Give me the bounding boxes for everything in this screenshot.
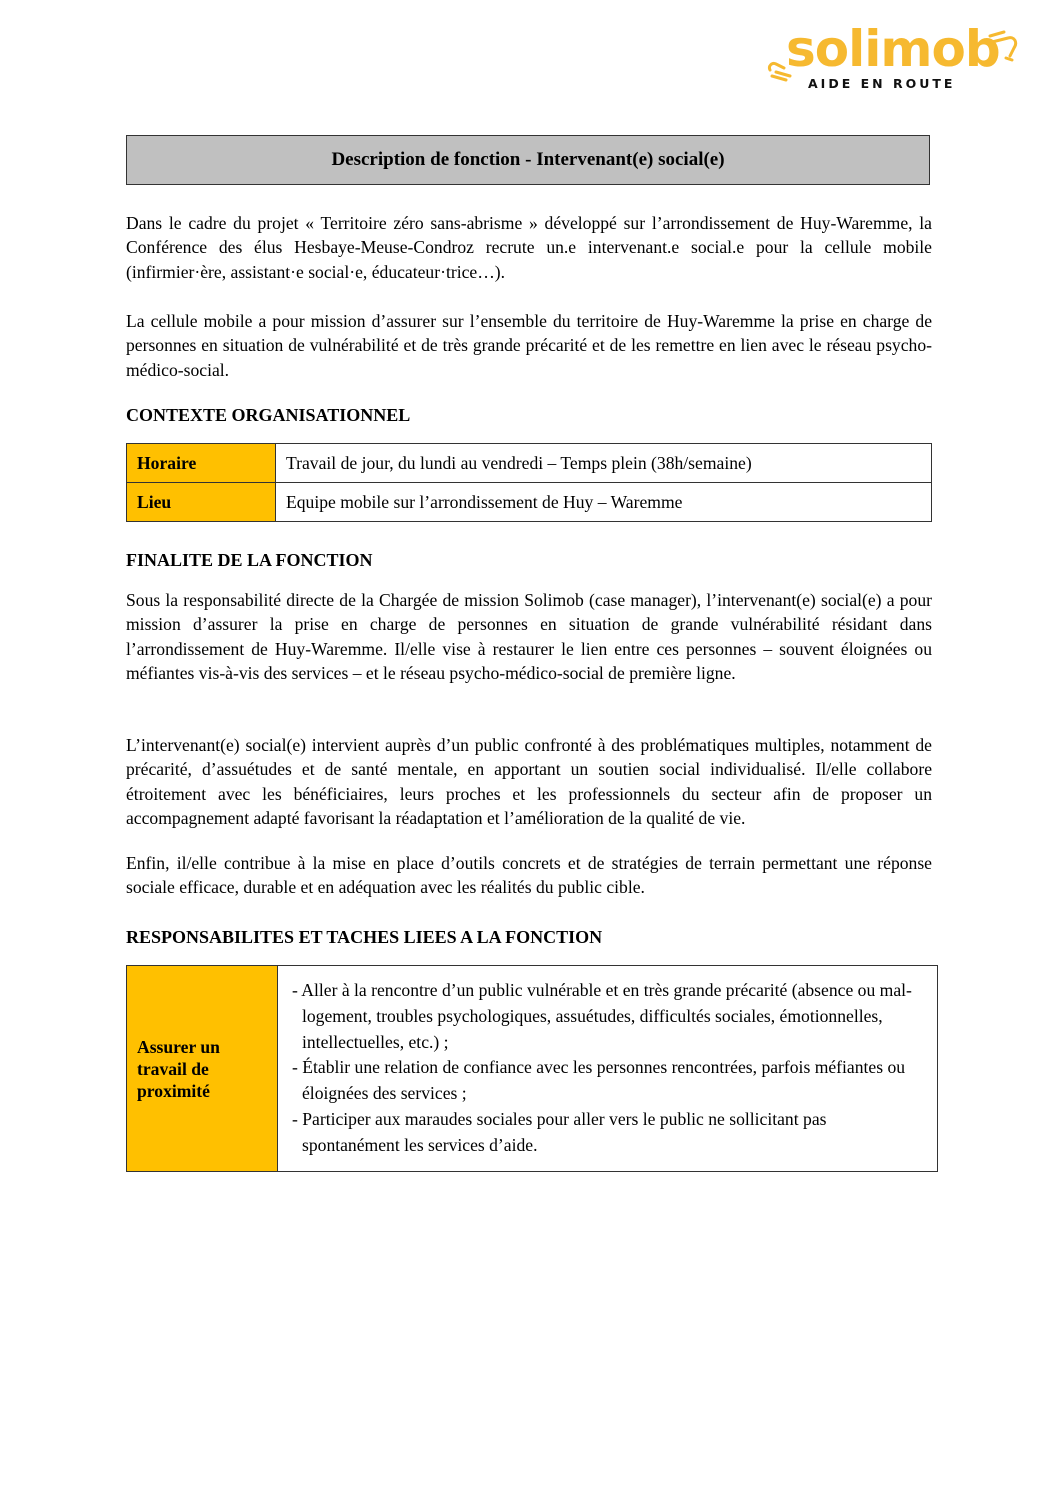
context-value: Travail de jour, du lundi au vendredi – Temps plein (38h/semaine)	[276, 444, 932, 483]
context-row-lieu	[127, 483, 932, 522]
logo-brand: solimob	[786, 20, 1000, 78]
intro-paragraph-1: Dans le cadre du projet « Territoire zéro sans-abrisme » développé sur l’arrondissement de Huy-Waremme, la Conférence des élus Hesbaye-Meuse-Condroz recrute un.e intervenant.e social.e pour la cellule mobile (infirmier·ère, assistant·e social·e, éducateur·trice…).	[126, 213, 932, 282]
solimob-logo	[766, 20, 1024, 94]
context-table	[126, 443, 932, 522]
context-label: Horaire	[127, 444, 276, 483]
context-value: Equipe mobile sur l’arrondissement de Huy – Waremme	[276, 483, 932, 522]
responsabilites-row	[127, 966, 938, 1172]
task-item: - Aller à la rencontre d’un public vulnérable et en très grande précarité (absence ou mal-logement, troubles psychologiques, assuétudes, difficultés sociales, émotionnelles, intellectuelles, etc.) ;	[292, 980, 912, 1052]
task-item: - Établir une relation de confiance avec les personnes rencontrées, parfois méfiantes ou éloignées des services ;	[292, 1057, 906, 1104]
logo-tagline: AIDE EN ROUTE	[808, 76, 956, 91]
responsabilite-label: Assurer un travail de proximité	[127, 966, 278, 1172]
context-label: Lieu	[127, 483, 276, 522]
finalite-paragraph-2: L’intervenant(e) social(e) intervient auprès d’un public confronté à des problématiques multiples, notamment de précarité, d’assuétudes et de santé mentale, en apportant un soutien social individualisé. Il/elle collabore étroitement avec les bénéficiaires, leurs proches et les professionnels du secteur afin de proposer un accompagnement adapté favorisant la réadaptation et l’amélioration de la qualité de vie.	[126, 735, 932, 829]
finalite-heading: FINALITE DE LA FONCTION	[126, 550, 373, 570]
finalite-paragraph-3: Enfin, il/elle contribue à la mise en place d’outils concrets et de stratégies de terrain permettant une réponse sociale efficace, durable et en adéquation avec les réalités du public cible.	[126, 853, 932, 898]
task-item: - Participer aux maraudes sociales pour aller vers le public ne sollicitant pas spontanément les services d’aide.	[292, 1108, 827, 1155]
context-row-horaire	[127, 444, 932, 483]
intro-paragraph-2: La cellule mobile a pour mission d’assurer sur l’ensemble du territoire de Huy-Waremme la prise en charge de personnes en situation de vulnérabilité et de très grande précarité et de les remettre en lien avec le réseau psycho-médico-social.	[126, 311, 932, 380]
hand-right-icon	[986, 28, 1020, 64]
responsabilite-tasks	[278, 966, 938, 1172]
responsabilites-table	[126, 965, 938, 1172]
context-heading: CONTEXTE ORGANISATIONNEL	[126, 405, 411, 425]
responsabilites-heading: RESPONSABILITES ET TACHES LIEES A LA FONCTION	[126, 927, 603, 947]
document-title-box	[126, 135, 930, 185]
finalite-paragraph-1: Sous la responsabilité directe de la Chargée de mission Solimob (case manager), l’intervenant(e) social(e) a pour mission d’assurer la prise en charge de personnes en situation de grande vulnérabilité résidant dans l’arrondissement de Huy-Waremme. Il/elle vise à restaurer le lien entre ces personnes – souvent éloignées ou méfiantes vis-à-vis des services – et le réseau psycho-médico-social de première ligne.	[126, 590, 932, 684]
document-title: Description de fonction - Intervenant(e) social(e)	[331, 149, 725, 170]
